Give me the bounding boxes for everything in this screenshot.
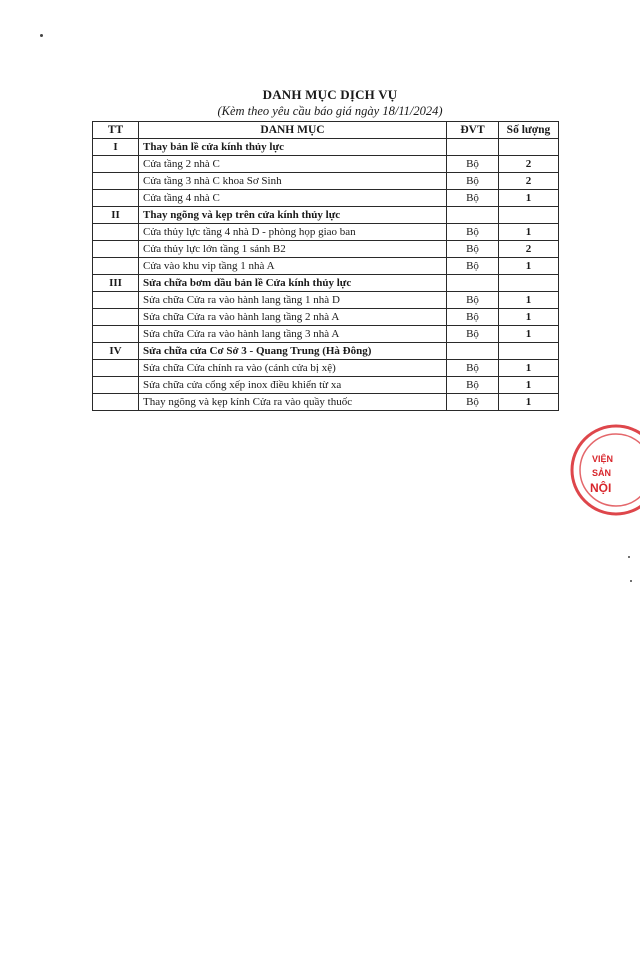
group-unit-empty	[447, 207, 499, 224]
item-name: Sửa chữa Cửa ra vào hành lang tầng 3 nhà A	[139, 326, 447, 343]
group-unit-empty	[447, 275, 499, 292]
table-row	[93, 360, 559, 377]
item-unit: Bộ	[447, 173, 499, 190]
stamp-line-3: NỘI	[590, 481, 612, 495]
item-name: Cửa tầng 2 nhà C	[139, 156, 447, 173]
item-name: Sửa chữa cửa cổng xếp inox điều khiển từ xa	[139, 377, 447, 394]
item-qty: 1	[499, 224, 559, 241]
table-row	[93, 326, 559, 343]
item-qty: 1	[499, 292, 559, 309]
item-unit: Bộ	[447, 292, 499, 309]
item-unit: Bộ	[447, 360, 499, 377]
row-number-empty	[93, 377, 139, 394]
row-number-empty	[93, 173, 139, 190]
group-unit-empty	[447, 139, 499, 156]
table-row	[93, 377, 559, 394]
table-header-row	[93, 122, 559, 139]
header-qty: Số lượng	[499, 122, 559, 139]
item-unit: Bộ	[447, 190, 499, 207]
row-number-empty	[93, 326, 139, 343]
group-row	[93, 275, 559, 292]
item-qty: 1	[499, 190, 559, 207]
row-number-empty	[93, 224, 139, 241]
item-qty: 2	[499, 241, 559, 258]
row-number-empty	[93, 190, 139, 207]
table-row	[93, 309, 559, 326]
group-unit-empty	[447, 343, 499, 360]
item-name: Cửa thủy lực tầng 4 nhà D - phòng họp giao ban	[139, 224, 447, 241]
item-unit: Bộ	[447, 224, 499, 241]
table-row	[93, 173, 559, 190]
row-number-empty	[93, 156, 139, 173]
stamp-line-1: VIỆN	[592, 454, 614, 464]
group-name: Sửa chữa cửa Cơ Sở 3 - Quang Trung (Hà Đông)	[139, 343, 447, 360]
table-body	[93, 139, 559, 411]
group-qty-empty	[499, 139, 559, 156]
item-unit: Bộ	[447, 377, 499, 394]
item-qty: 2	[499, 173, 559, 190]
document-subtitle: (Kèm theo yêu cầu báo giá ngày 18/11/2024)	[217, 104, 443, 118]
group-qty-empty	[499, 343, 559, 360]
table-row	[93, 258, 559, 275]
item-unit: Bộ	[447, 326, 499, 343]
group-number: III	[93, 275, 139, 292]
item-name: Sửa chữa Cửa chính ra vào (cánh cửa bị xệ)	[139, 360, 447, 377]
table-row	[93, 292, 559, 309]
header-unit: ĐVT	[447, 122, 499, 139]
item-name: Cửa vào khu vip tầng 1 nhà A	[139, 258, 447, 275]
service-table	[92, 121, 559, 411]
item-unit: Bộ	[447, 156, 499, 173]
item-qty: 1	[499, 258, 559, 275]
item-name: Sửa chữa Cửa ra vào hành lang tầng 2 nhà A	[139, 309, 447, 326]
group-number: I	[93, 139, 139, 156]
item-unit: Bộ	[447, 241, 499, 258]
item-unit: Bộ	[447, 394, 499, 411]
item-qty: 1	[499, 377, 559, 394]
item-name: Cửa tầng 3 nhà C khoa Sơ Sinh	[139, 173, 447, 190]
item-name: Cửa thủy lực lớn tầng 1 sảnh B2	[139, 241, 447, 258]
scan-speck	[628, 556, 630, 558]
table-row	[93, 241, 559, 258]
item-name: Thay ngõng và kẹp kính Cửa ra vào quầy thuốc	[139, 394, 447, 411]
row-number-empty	[93, 309, 139, 326]
row-number-empty	[93, 292, 139, 309]
row-number-empty	[93, 360, 139, 377]
group-name: Thay bản lề cửa kính thủy lực	[139, 139, 447, 156]
group-name: Thay ngõng và kẹp trên cửa kính thủy lực	[139, 207, 447, 224]
item-qty: 1	[499, 326, 559, 343]
group-qty-empty	[499, 275, 559, 292]
red-seal-stamp	[566, 420, 640, 520]
item-name: Sửa chữa Cửa ra vào hành lang tầng 1 nhà D	[139, 292, 447, 309]
header-tt: TT	[93, 122, 139, 139]
scan-speck	[40, 34, 43, 37]
group-row	[93, 343, 559, 360]
document-title: DANH MỤC DỊCH VỤ	[262, 87, 398, 102]
table-row	[93, 156, 559, 173]
item-unit: Bộ	[447, 309, 499, 326]
item-unit: Bộ	[447, 258, 499, 275]
item-qty: 1	[499, 309, 559, 326]
item-name: Cửa tầng 4 nhà C	[139, 190, 447, 207]
stamp-line-2: SẢN	[592, 468, 612, 478]
table-row	[93, 190, 559, 207]
group-row	[93, 139, 559, 156]
table-row	[93, 394, 559, 411]
item-qty: 2	[499, 156, 559, 173]
item-qty: 1	[499, 360, 559, 377]
group-number: II	[93, 207, 139, 224]
group-row	[93, 207, 559, 224]
group-qty-empty	[499, 207, 559, 224]
scan-speck	[630, 580, 632, 582]
item-qty: 1	[499, 394, 559, 411]
table-row	[93, 224, 559, 241]
header-name: DANH MỤC	[139, 122, 447, 139]
group-number: IV	[93, 343, 139, 360]
row-number-empty	[93, 394, 139, 411]
row-number-empty	[93, 241, 139, 258]
group-name: Sửa chữa bơm dầu bản lề Cửa kính thủy lực	[139, 275, 447, 292]
row-number-empty	[93, 258, 139, 275]
